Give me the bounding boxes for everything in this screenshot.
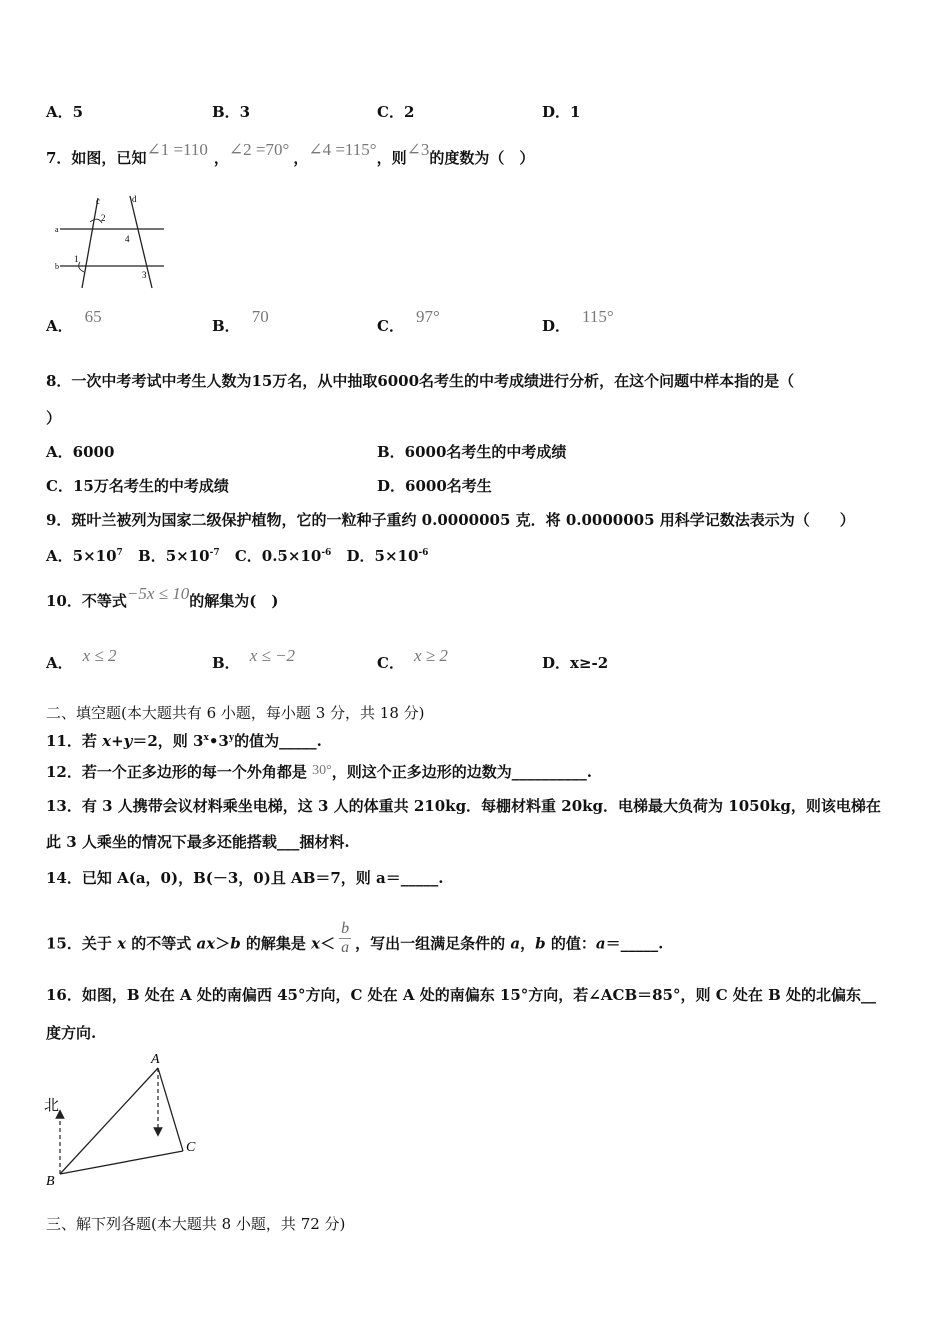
q7-fig-label-a: a xyxy=(55,225,59,234)
q8-question: 8．一次中考考试中考生人数为15万名，从中抽取6000名考生的中考成绩进行分析，在这个问题中样本指的是（ xyxy=(46,372,795,390)
q8-question-cont: ） xyxy=(46,409,62,427)
q6-option-c: C．2 xyxy=(377,103,415,121)
q7-option-c: C． 97° xyxy=(377,307,440,335)
q10-option-b: B． x ≤ −2 xyxy=(212,646,296,672)
section-2-heading: 二、填空题(本大题共有 6 小题，每小题 3 分，共 18 分) xyxy=(46,704,425,722)
q7-fig-label-d: d xyxy=(132,194,137,204)
q7-question: 7．如图，已知∠1 =110 ，∠2 =70° ，∠4 =115°，则∠3的度数为（ ） xyxy=(46,140,535,167)
q9-option-b: B．$5\times 10^{-7}$ xyxy=(138,547,220,565)
q10-option-d: D．x≥-2 xyxy=(542,654,609,672)
q8-option-d: D．6000名考生 xyxy=(377,477,492,495)
q7-fig-label-b: b xyxy=(55,262,59,271)
q12-question: 12．若一个正多边形的每一个外角都是 30°，则这个正多边形的边数为__________. xyxy=(46,763,592,781)
q8-option-b: B．6000名考生的中考成绩 xyxy=(377,443,567,461)
q7-option-a: A． 65 xyxy=(46,307,102,335)
q16-fig-north-label: 北 xyxy=(44,1098,60,1114)
q7-option-d: D． 115° xyxy=(542,307,614,335)
q16-figure xyxy=(40,1048,210,1190)
q16-question: 16．如图，B 处在 A 处的南偏西 45°方向，C 处在 A 处的南偏东 15°方向，若∠ACB＝85°，则 C 处在 B 处的北偏东__ xyxy=(46,986,876,1004)
q7-fig-label-4: 4 xyxy=(125,234,130,244)
q13-question-cont: 此 3 人乘坐的情况下最多还能搭载___捆材料. xyxy=(46,833,350,851)
q16-fig-label-A: A xyxy=(151,1052,160,1067)
q7-option-b: B． 70 xyxy=(212,307,269,335)
q6-option-b: B．3 xyxy=(212,103,251,121)
q15-fraction: $\frac{b}{a}$ xyxy=(341,920,350,956)
q9-option-c: C．$0.5\times 10^{-6}$ xyxy=(234,547,332,565)
q16-fig-label-C: C xyxy=(186,1140,196,1155)
q9-question: 9．斑叶兰被列为国家二级保护植物，它的一粒种子重约 0.0000005 克．将 0.0000005 用科学记数法表示为（ ） xyxy=(46,511,855,529)
q7-fig-label-1: 1 xyxy=(74,254,79,264)
q10-option-c: C． x ≥ 2 xyxy=(377,646,448,672)
q9-option-a: A．$5\times 10^7$ xyxy=(46,547,123,565)
q6-option-d: D．1 xyxy=(542,103,581,121)
q13-question: 13．有 3 人携带会议材料乘坐电梯，这 3 人的体重共 210kg．每棚材料重 20kg．电梯最大负荷为 1050kg，则该电梯在 xyxy=(46,797,881,815)
q9-options xyxy=(46,543,428,566)
q6-option-a: A．5 xyxy=(46,103,84,121)
q16-fig-label-B: B xyxy=(46,1174,55,1189)
q10-option-a: A． x ≤ 2 xyxy=(46,646,117,672)
section-3-heading: 三、解下列各题(本大题共 8 小题，共 72 分) xyxy=(46,1215,346,1233)
q8-option-c: C．15万名考生的中考成绩 xyxy=(46,477,229,495)
q15-question: 15．关于 x 的不等式 ax＞b 的解集是 x＜ $\frac{b}{a}$ ，写出一组满足条件的 a，b 的值：a＝_____. xyxy=(46,920,664,956)
q7-fig-label-c: c xyxy=(96,196,100,206)
q7-fig-label-3: 3 xyxy=(142,270,147,280)
q7-figure xyxy=(52,192,172,292)
q9-option-d: D．$5\times 10^{-6}$ xyxy=(346,547,429,565)
q8-option-a: A．6000 xyxy=(46,443,115,461)
q14-question: 14．已知 A(a，0)，B(－3，0)且 AB＝7，则 a＝_____. xyxy=(46,869,444,887)
q10-question: 10．不等式−5x ≤ 10的解集为( ) xyxy=(46,584,279,610)
q16-question-cont: 度方向. xyxy=(46,1024,97,1042)
q11-question: 11．若 x+y＝2，则 3$^x$•3$^y$的值为_____. xyxy=(46,732,322,750)
q7-fig-label-2: 2 xyxy=(101,213,106,223)
